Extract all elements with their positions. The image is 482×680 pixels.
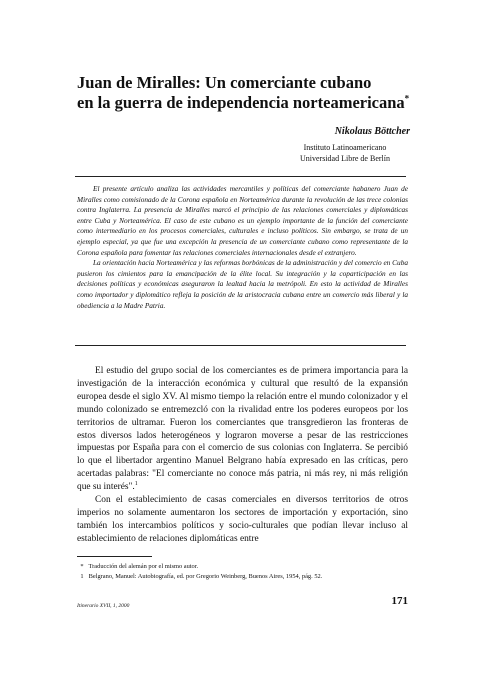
abstract-top-rule	[75, 176, 406, 177]
footnote-1	[77, 562, 408, 571]
affiliation-line-2: Universidad Libre de Berlín	[300, 154, 390, 163]
footnote-1-mark: *	[80, 563, 84, 570]
abstract-bottom-rule	[75, 345, 406, 346]
footnote-1-text: Traducción del alemán por el mismo autor.	[88, 563, 199, 570]
author-name: Nikolaus Böttcher	[334, 126, 410, 137]
journal-citation: Itinerario XVII, 1, 2000	[77, 603, 130, 609]
title-line-2-text: en la guerra de independencia norteamericana	[77, 93, 405, 112]
footnote-2-mark: 1	[80, 573, 84, 580]
article-title	[77, 73, 417, 113]
article-body	[77, 365, 408, 546]
page-number: 171	[391, 595, 408, 607]
body-paragraph-1-text: El estudio del grupo social de los comerciantes es de primera importancia para la investigación de la interacción económica y cultural que resultó de la expansión europea desde el siglo XV. Al mismo tiempo la relación entre el mundo colonizador y el mundo colonizado se entremezcló con la rivalidad entre los poderes europeos por los territorios de ultramar. Fueron los comerciantes que transgredieron las fronteras de estos diversos lados heterogéneos y lograron moverse a pesar de las restricciones impuestas por España para con el comercio de sus colonias con Inglaterra. Se percibió lo que el libertador argentino Manuel Belgrano había expresado en las críticas, pero acertadas palabras: "El comerciante no conoce más patria, ni más rey, ni más religión que su interés".	[77, 366, 408, 493]
abstract	[77, 184, 408, 311]
footnote-2	[77, 572, 408, 581]
abstract-paragraph-1: El presente artículo analiza las actividades mercantiles y políticas del comerciante habanero Juan de Miralles como comisionado de la Corona española en Norteamérica durante la revolución de las trece colonias contra Inglaterra. La presencia de Miralles marcó el principio de las relaciones comerciales y diplomáticas entre Cuba y Norteamérica. El caso de este cubano es un ejemplo importante de la función del comerciante como intermediario en los procesos comerciales, culturales e incluso políticos. Sin embargo, se trata de un ejemplo especial, ya que fue una excepción la presencia de un comerciante cubano como representante de la Corona española para fomentar las relaciones comerciales internacionales desde el extranjero.	[77, 184, 408, 257]
title-footnote-mark: *	[404, 93, 410, 104]
footnote-2-text: Belgrano, Manuel: Autobiografía, ed. por Gregorio Weinberg, Buenos Aires, 1954, pág. 52.	[88, 573, 323, 580]
author-affiliation	[280, 142, 410, 164]
abstract-paragraph-2: La orientación hacia Norteamérica y las reformas borbónicas de la administración y del comercio en Cuba pusieron los cimientos para la emancipación de la élite local. Su integración y la coparticipación en las decisiones políticas y económicas aseguraron la lealtad hacia la metrópoli. En esto la actividad de Miralles como importador y diplomático refleja la posición de la aristocracia cubana entre un comercio más liberal y la obediencia a la Madre Patria.	[77, 258, 408, 310]
body-paragraph-2: Con el establecimiento de casas comerciales en diversos territorios de otros imperios no solamente aumentaron los sectores de importación y exportación, sino también los intercambios políticos y socio-culturales que podían llevar incluso al establecimiento de relaciones diplomáticas entre	[77, 495, 408, 544]
footnote-ref-1: 1	[134, 481, 138, 488]
affiliation-line-1: Instituto Latinoamericano	[303, 143, 387, 152]
footnote-rule	[77, 556, 152, 557]
title-line-2	[77, 93, 417, 113]
title-line-1: Juan de Miralles: Un comerciante cubano	[77, 73, 372, 92]
body-paragraph-1	[77, 365, 408, 494]
